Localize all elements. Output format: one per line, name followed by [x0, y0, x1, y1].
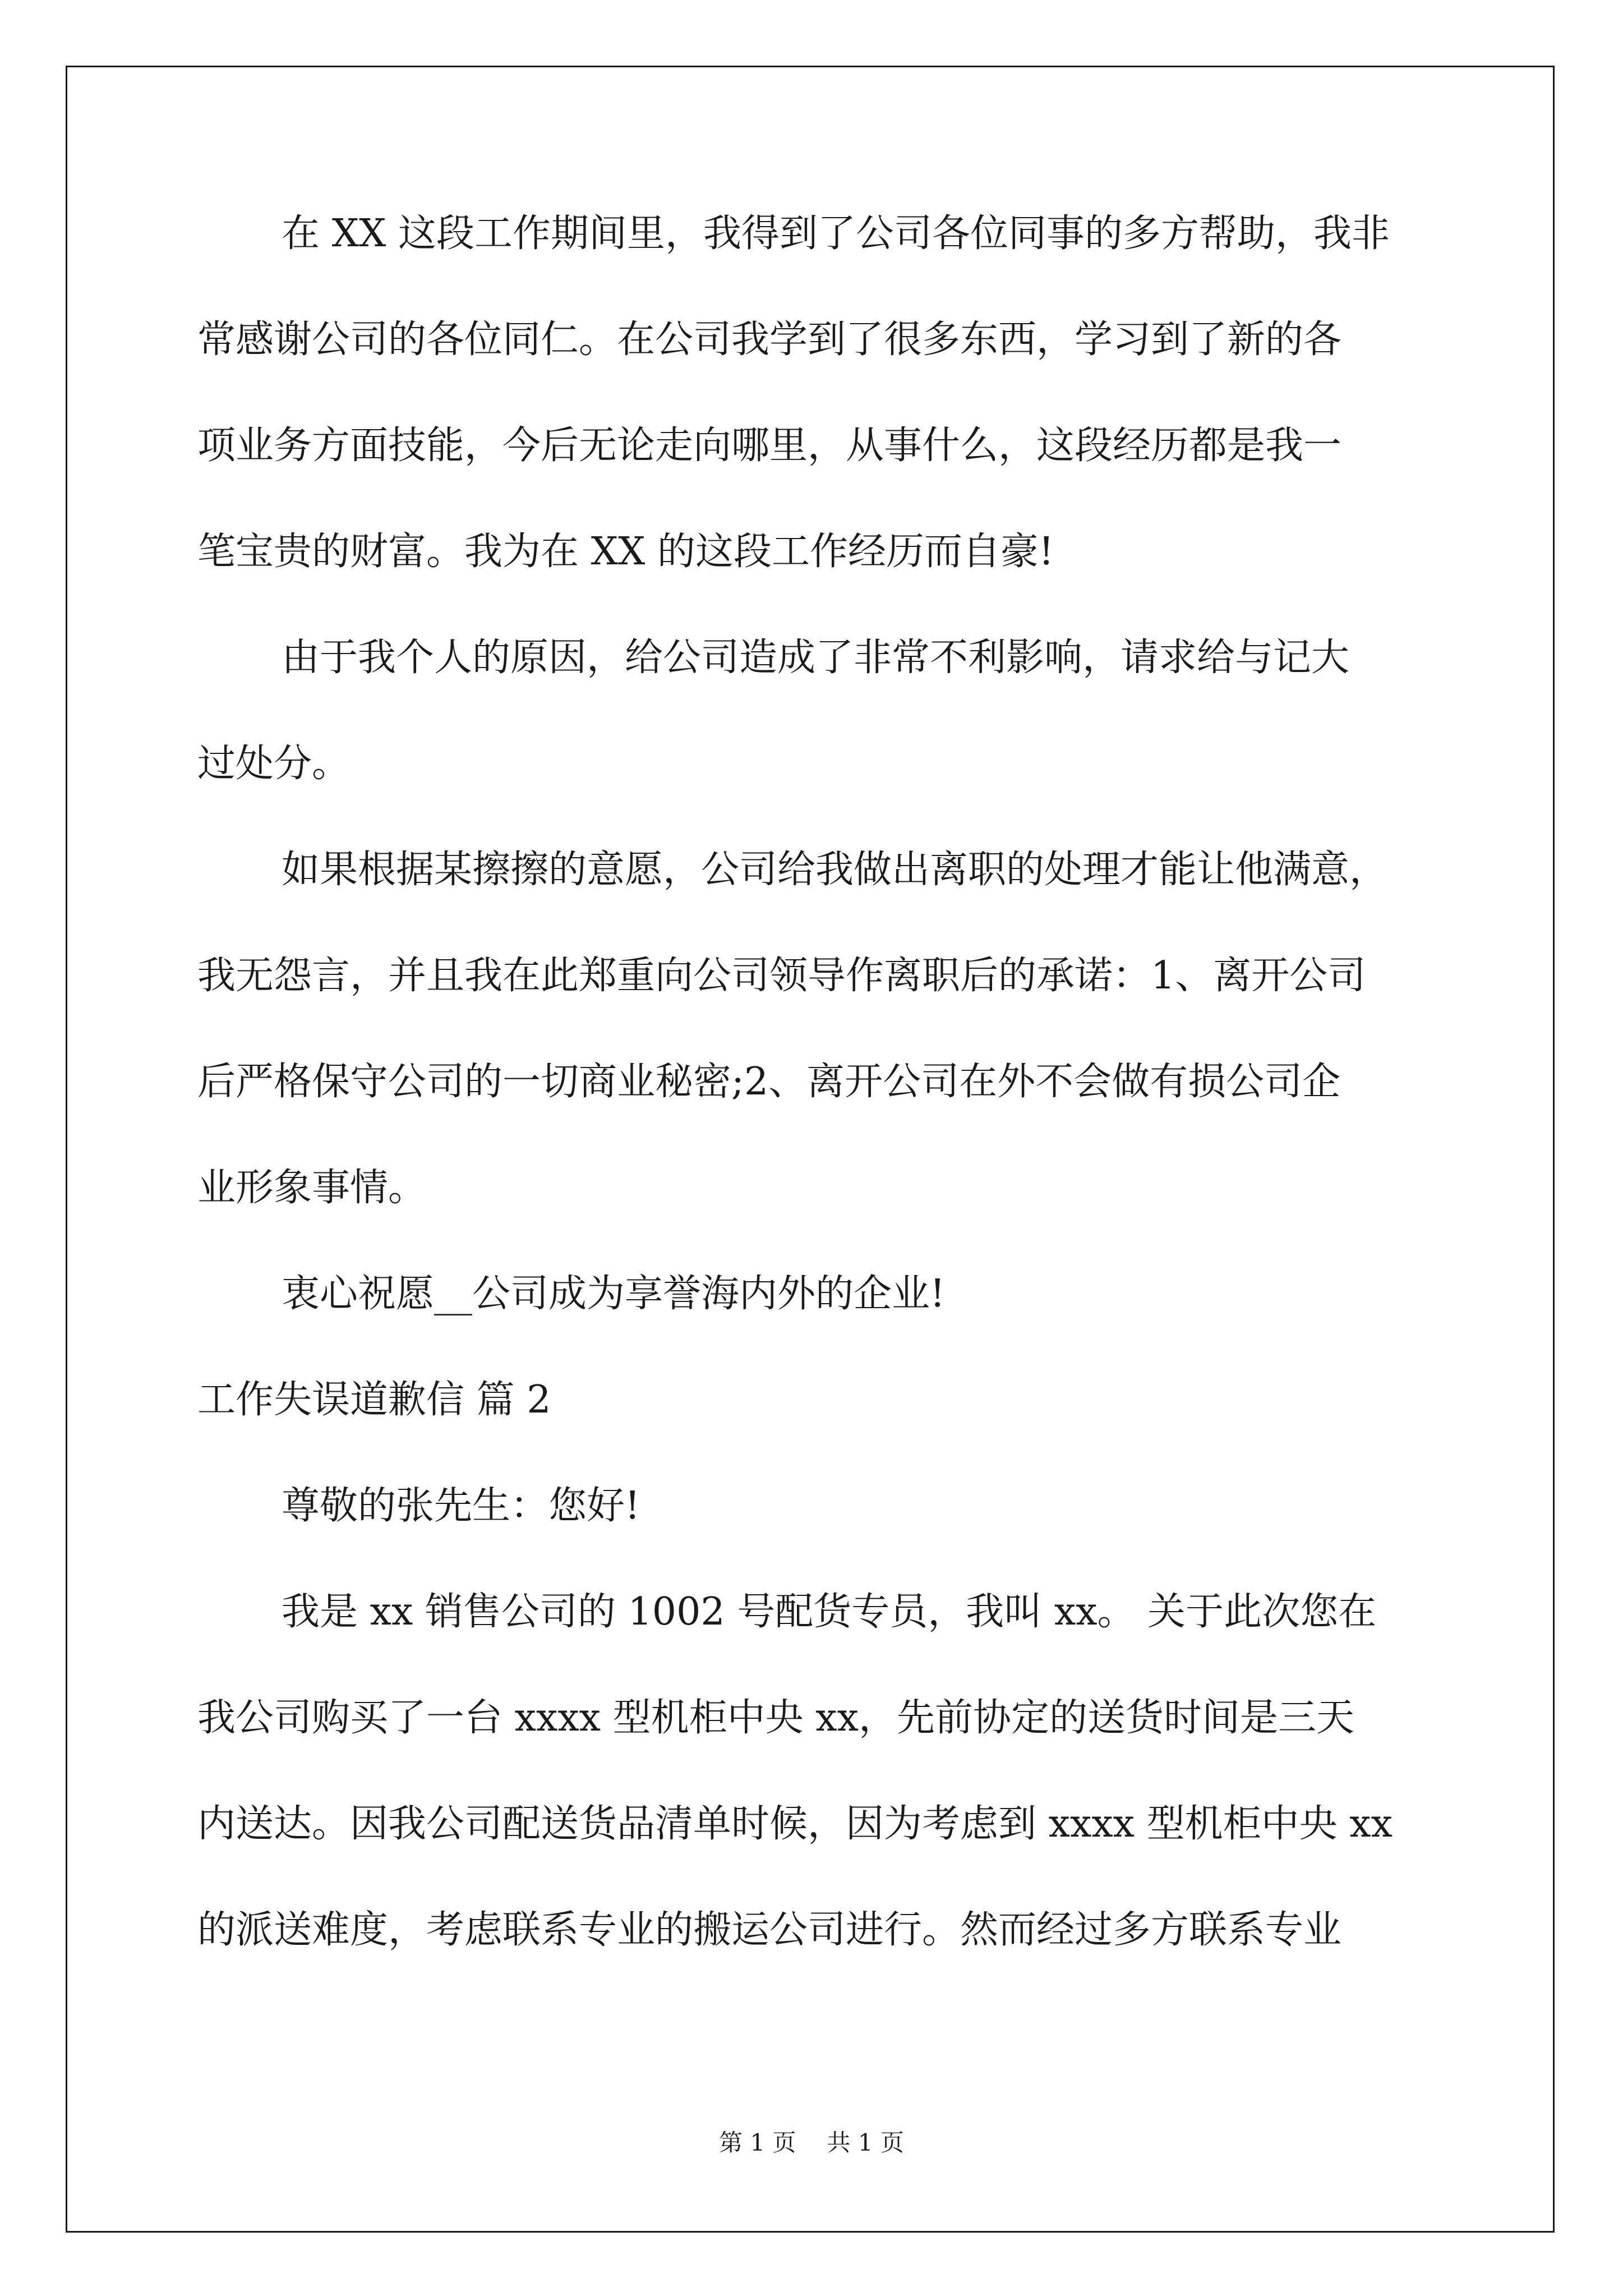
paragraph-line: 的派送难度，考虑联系专业的搬运公司进行。然而经过多方联系专业 — [197, 1908, 1342, 1952]
paragraph-line: 业形象事情。 — [197, 1166, 427, 1210]
page-number: 第 1 页 — [719, 2129, 796, 2156]
paragraph-line: 常感谢公司的各位同仁。在公司我学到了很多东西，学习到了新的各 — [197, 318, 1342, 362]
paragraph-line: 我无怨言，并且我在此郑重向公司领导作离职后的承诺：1、离开公司 — [197, 954, 1366, 998]
section-heading: 工作失误道歉信 篇 2 — [197, 1378, 551, 1422]
page-footer — [0, 2131, 1623, 2155]
paragraph-line: 项业务方面技能，今后无论走向哪里，从事什么，这段经历都是我一 — [197, 424, 1342, 468]
paragraph-line: 由于我个人的原因，给公司造成了非常不利影响，请求给与记大 — [282, 636, 1350, 680]
paragraph-line: 后严格保守公司的一切商业秘密;2、离开公司在外不会做有损公司企 — [197, 1060, 1341, 1104]
paragraph-line: 衷心祝愿__公司成为享誉海内外的企业! — [282, 1272, 946, 1316]
paragraph-line: 过处分。 — [197, 742, 351, 786]
salutation-line: 尊敬的张先生：您好! — [282, 1484, 640, 1528]
paragraph-line: 笔宝贵的财富。我为在 XX 的这段工作经历而自豪! — [197, 530, 1054, 574]
paragraph-line: 我是 xx 销售公司的 1002 号配货专员，我叫 xx。 关于此次您在 — [282, 1590, 1377, 1634]
paragraph-line: 内送达。因我公司配送货品清单时候，因为考虑到 xxxx 型机柜中央 xx — [197, 1802, 1393, 1846]
page-total: 共 1 页 — [827, 2129, 904, 2156]
document-body — [197, 211, 1426, 2017]
paragraph-line: 在 XX 这段工作期间里，我得到了公司各位同事的多方帮助，我非 — [282, 211, 1390, 256]
paragraph-line: 如果根据某擦擦的意愿，公司给我做出离职的处理才能让他满意， — [282, 848, 1388, 892]
paragraph-line: 我公司购买了一台 xxxx 型机柜中央 xx，先前协定的送货时间是三天 — [197, 1696, 1354, 1740]
